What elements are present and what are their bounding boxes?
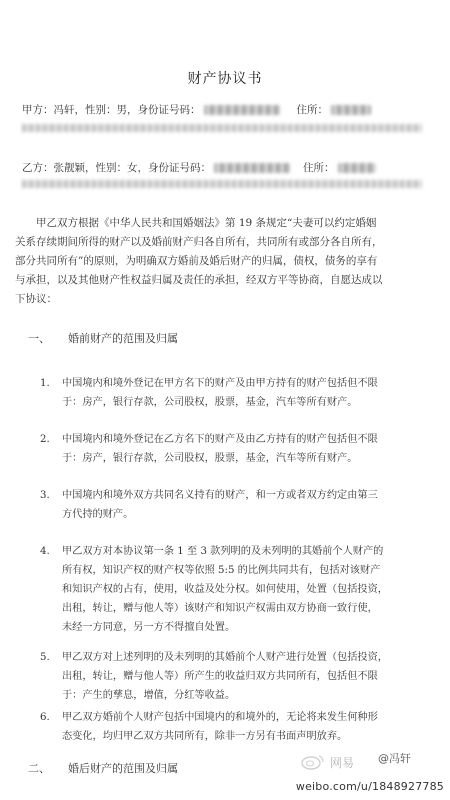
weibo-logo-icon [300,752,326,770]
item-number: 6. [40,712,50,723]
item-line: 中国境内和境外双方共同名义持有的财产，和一方或者双方约定由第三 [62,490,378,501]
party-b-address-redacted-line [22,180,422,188]
item-line: 于：房产，银行存款，公司股权，股票，基金，汽车等所有财产。 [62,397,358,408]
party-b-address-redacted [338,163,376,173]
item-text [62,374,416,412]
party-b-id-label: ，身份证号码： [137,162,211,174]
item-number: 4. [40,546,50,557]
list-item [40,648,420,708]
list-item [40,374,420,414]
item-text [62,486,416,524]
footer-url: weibo.com/u/1848927785 [295,780,444,793]
item-line: 出租，转让，赠与他人等）该财产和知识产权需由双方协商一致行使， [62,603,378,614]
list-item [40,542,420,642]
item-text [62,708,416,746]
party-a-prefix: 甲方： [22,104,54,116]
party-b-id-redacted [214,163,290,173]
party-b-gender-label: ，性别： [85,162,127,174]
intro-line: 下协议： [15,293,57,305]
party-b-gender: 女 [127,162,138,174]
item-line: 中国境内和境外登记在乙方名下的财产及由乙方持有的财产包括但不限 [62,434,378,445]
item-line: 中国境内和境外登记在甲方名下的财产及由甲方持有的财产包括但不限 [62,378,378,389]
party-a-address-redacted [331,105,371,115]
party-a-id-label: ，身份证号码： [127,104,201,116]
item-line: 和知识产权的占有，使用，收益及处分权。如何使用，处置（包括投资， [62,584,388,595]
party-b-prefix: 乙方： [22,162,54,174]
intro-line: 甲乙双方根据《中华人民共和国婚姻法》第 19 条规定“夫妻可以约定婚姻 [36,217,377,229]
document-title: 财产协议书 [187,71,263,87]
party-b-line [22,160,376,175]
item-line: 甲乙双方婚前个人财产包括中国境内的和境外的，无论将来发生何种形 [62,712,378,723]
intro-paragraph [15,214,418,309]
section-2-number: 二、 [28,762,50,775]
item-line: 甲乙双方对本协议第一条 1 至 3 款列明的及未列明的其婚前个人财产的 [62,546,384,557]
party-a-line [22,102,371,117]
item-text [62,542,416,637]
item-line: 所有权，知识产权的财产权等依照 5:5 的比例共同共有，包括对该财产 [62,565,381,576]
item-text [62,648,416,705]
list-item [40,708,420,748]
party-a-address-redacted-line [22,124,422,132]
item-line: 甲乙双方对上述列明的及未列明的其婚前个人财产进行处置（包括投资， [62,652,388,663]
item-number: 2. [40,434,50,445]
item-line: 方代持的财产。 [62,509,134,520]
watermark-text-gray: 网易 [330,756,355,770]
party-a-gender: 男 [116,104,127,116]
section-1-label: 婚前财产的范围及归属 [68,332,178,345]
item-line: 出租，转让，赠与他人等）所产生的收益归双方共同所有，包括但不限 [62,671,378,682]
intro-line: 与承担，以及其他财产性权益归属及责任的承担，经双方平等协商，自愿达成以 [15,274,383,286]
item-text [62,430,416,468]
item-line: 于：产生的孳息，增值，分红等收益。 [62,690,236,701]
list-item [40,486,420,526]
party-a-gender-label: ，性别： [74,104,117,116]
section-2-label: 婚后财产的范围及归属 [68,762,178,775]
item-number: 1. [40,378,50,389]
intro-line: 关系存续期间所得的财产以及婚前财产归各自所有，共同所有或部分各自所有， [15,236,383,248]
party-a-name: 冯轩 [53,104,75,116]
item-number: 5. [40,652,50,663]
intro-line: 部分共同所有”的原则，为明确双方婚前及婚后财产的归属，债权，债务的享有 [15,255,378,267]
party-a-id-redacted [204,105,280,115]
item-line: 态变化，均归甲乙双方共同所有，除非一方另有书面声明放弃。 [62,731,348,742]
list-item [40,430,420,470]
section-1-number: 一、 [28,332,50,345]
item-line: 未经一方同意，另一方不得擅自处置。 [62,622,236,633]
party-b-name: 张靓颖 [53,162,85,174]
party-a-address-label: 住所： [296,104,329,116]
party-b-address-label: 住所： [303,162,335,174]
item-line: 于：房产，银行存款，公司股权，股票，基金，汽车等所有财产。 [62,453,358,464]
item-number: 3. [40,490,50,501]
watermark-handle: @冯轩 [378,752,411,765]
